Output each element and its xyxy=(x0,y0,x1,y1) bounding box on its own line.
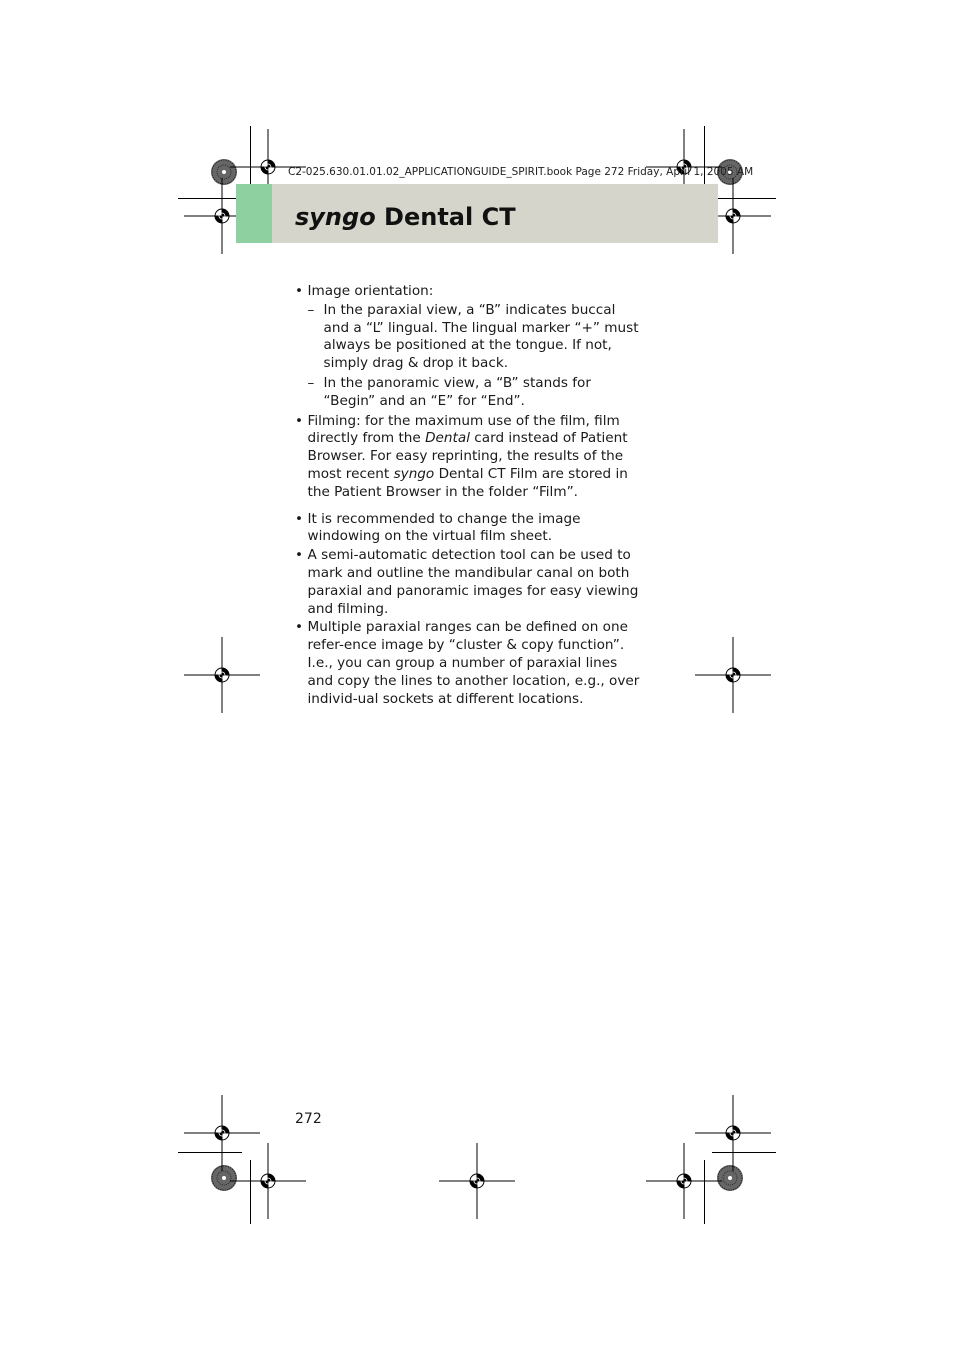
filming-dental: Dental xyxy=(425,430,470,447)
header-accent xyxy=(236,184,272,243)
list-item-windowing: • It is recommended to change the image windowing on the virtual film sheet. xyxy=(295,511,645,547)
list-item-paraxial-ranges xyxy=(295,619,645,708)
page-title xyxy=(295,203,516,231)
filming-text-3: Dental CT Film are stored in the Patient Browser in the folder “Film”. xyxy=(307,465,628,500)
list-item-detection: • A semi-automatic detection tool can be used to mark and outline the mandibular canal on both paraxial and panoramic images for easy viewing and filming. xyxy=(295,547,645,618)
list-item-orientation xyxy=(295,283,645,411)
orientation-sublist xyxy=(308,302,646,411)
page-number: 272 xyxy=(295,1111,322,1127)
page-body xyxy=(295,283,645,709)
filming-text-1: Filming: for the maximum use of the film, film directly from the xyxy=(307,412,620,447)
print-slug: C2-025.630.01.01.02_APPLICATIONGUIDE_SPIRIT.book Page 272 Friday, April 1, 2005 AM xyxy=(288,166,754,178)
filming-syngo: syngo xyxy=(393,465,435,482)
paraxial-line-2: I.e., you can group a number of paraxial lines and copy the lines to another location, e.g., over individ-ual sockets at different locations. xyxy=(307,654,640,707)
orientation-label: Image orientation: xyxy=(307,283,434,299)
list-item-filming xyxy=(295,413,645,502)
filming-text-2: card instead of Patient Browser. For easy reprinting, the results of the most recent xyxy=(307,430,628,482)
bullet-list xyxy=(295,283,645,708)
title-syngo: syngo xyxy=(295,203,376,231)
sub-item-panoramic: – In the panoramic view, a “B” stands for “Begin” and an “E” for “End”. xyxy=(308,375,646,411)
sub-item-paraxial: – In the paraxial view, a “B” indicates buccal and a “L” lingual. The lingual marker “+” must always be positioned at the tongue. If not, simply drag & drop it back. xyxy=(308,302,646,373)
title-rest: Dental CT xyxy=(375,203,516,231)
paraxial-line-1: • Multiple paraxial ranges can be defined on one refer-ence image by “cluster & copy function”. xyxy=(307,619,628,654)
